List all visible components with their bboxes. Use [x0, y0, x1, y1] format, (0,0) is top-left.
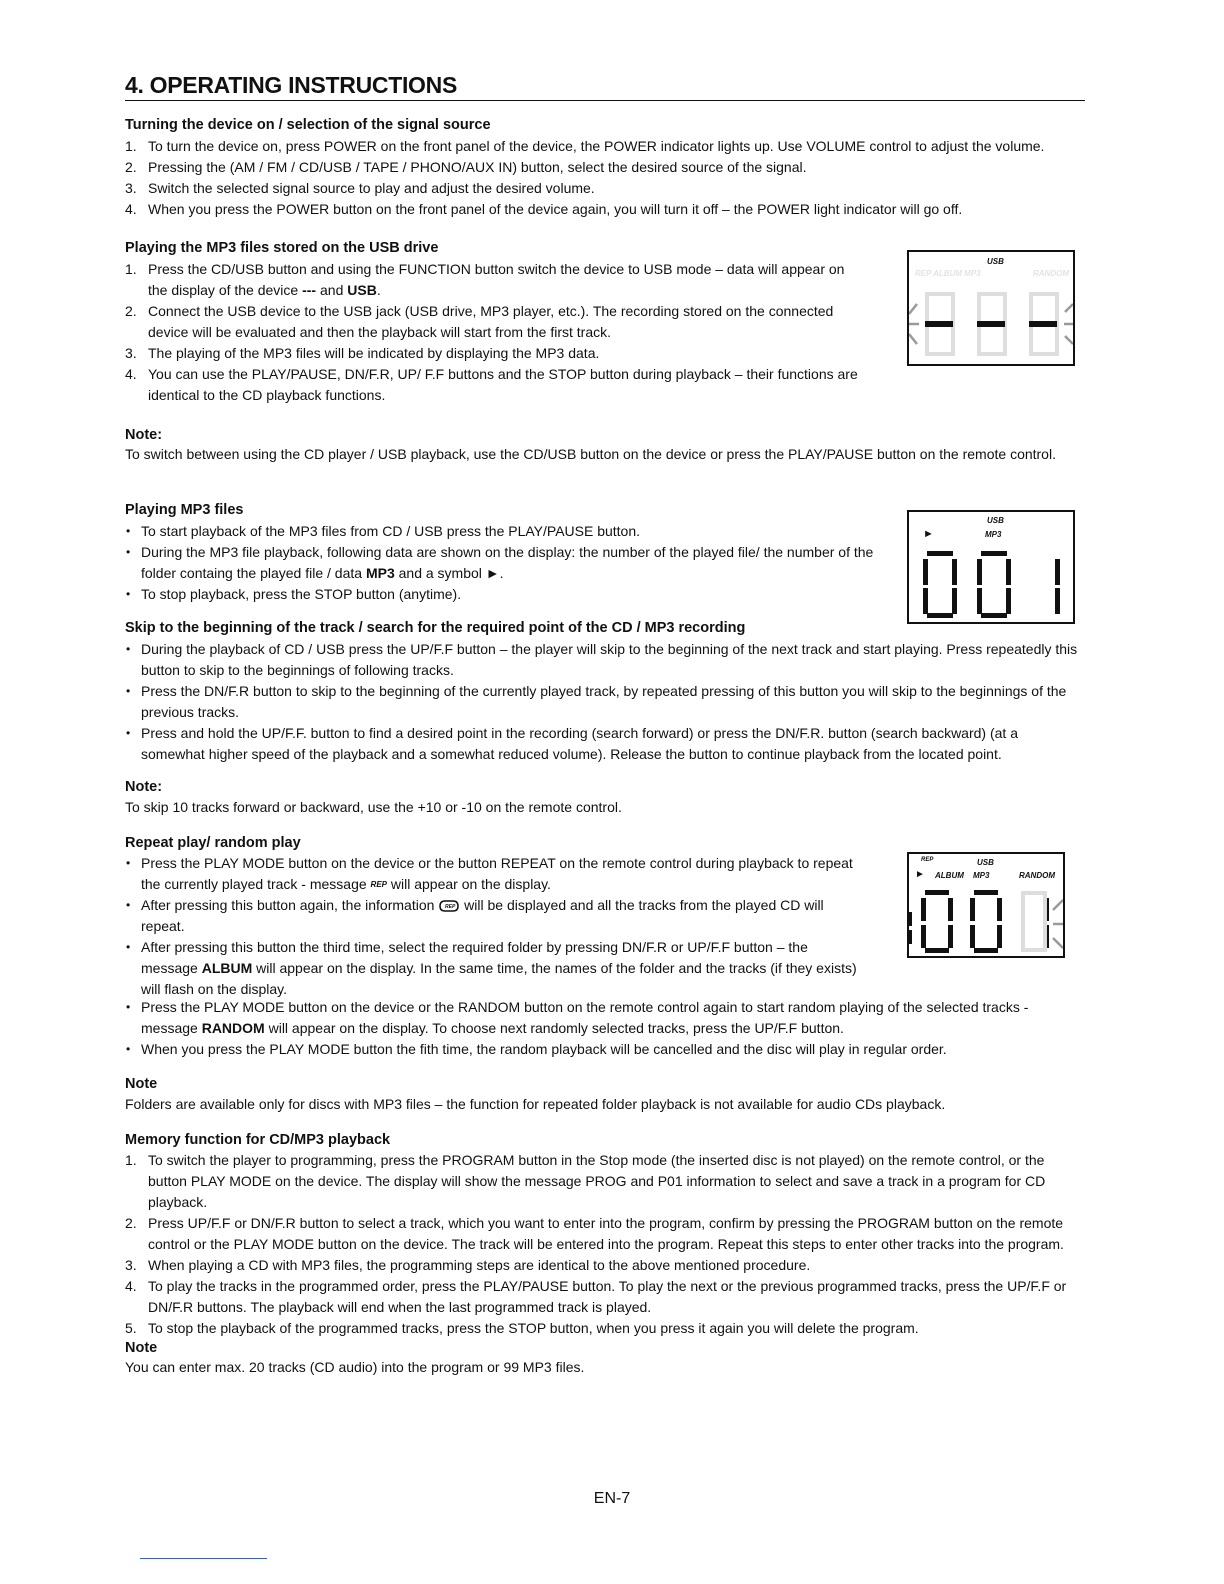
- lcd-digits: [909, 512, 1073, 622]
- lcd-usb-label: USB: [987, 516, 1004, 525]
- lcd-album-label: ALBUM: [935, 871, 964, 880]
- lcd-digits: [909, 854, 1063, 956]
- list-item: 1. To switch the player to programming, press the PROGRAM button in the Stop mode (the inserted disc is not played) on the remote control, or the button PLAY MODE on the device. The display will show the message PROG and P01 information to select and save a track in a program for CD playback.: [125, 1152, 1046, 1210]
- list-item: • After pressing this button again, the information REP will be displayed and all the tracks from the played CD will repeat.: [125, 895, 865, 937]
- list-item: 2. Connect the USB device to the USB jack (USB drive, MP3 player, etc.). The recording stored on the connected device will be evaluated and then the playback will start from the first track.: [125, 303, 834, 340]
- section-heading: Skip to the beginning of the track / search for the required point of the CD / MP3 recording: [125, 620, 746, 636]
- list-item: 3. The playing of the MP3 files will be indicated by displaying the MP3 data.: [125, 345, 600, 361]
- list-item: • After pressing this button the third time, select the required folder by pressing DN/F.R or UP/F.F button – the message ALBUM will appear on the display. In the same time, the names of the folder and the tracks (if they exists) will flash on the display.: [125, 937, 865, 1000]
- list-item: 2. Pressing the (AM / FM / CD/USB / TAPE / PHONO/AUX IN) button, select the desired source of the signal.: [125, 159, 807, 175]
- numbered-list: [125, 1150, 1080, 1339]
- lcd-mp3-label: MP3: [973, 871, 990, 880]
- bullet-list: [125, 639, 1085, 765]
- page-title: 4. OPERATING INSTRUCTIONS: [125, 70, 1085, 101]
- bullet-list: [125, 521, 885, 605]
- note-label: Note: [125, 1340, 158, 1356]
- list-item: • When you press the PLAY MODE button the fith time, the random playback will be cancelled and the disc will play in regular order.: [125, 1039, 1085, 1060]
- list-item: • To start playback of the MP3 files from CD / USB press the PLAY/PAUSE button.: [125, 521, 885, 542]
- lcd-rep-label: REP: [921, 857, 934, 863]
- lcd-usb-label: USB: [987, 257, 1004, 266]
- list-item: 3. When playing a CD with MP3 files, the programming steps are identical to the above mentioned procedure.: [125, 1257, 811, 1273]
- divider: [140, 1558, 267, 1559]
- bullet-list: [125, 997, 1085, 1060]
- list-item: 1. To turn the device on, press POWER on the front panel of the device, the POWER indicator lights up. Use VOLUME control to adjust the volume.: [125, 138, 1045, 154]
- page-number: EN-7: [593, 1490, 631, 1507]
- section-heading: Turning the device on / selection of the signal source: [125, 117, 491, 133]
- note-label: Note:: [125, 779, 163, 795]
- list-item: • Press the PLAY MODE button on the device or the button REPEAT on the remote control during playback to repeat the currently played track - message $^{REP}$ will appear on the display.: [125, 853, 865, 895]
- bullet-list: [125, 853, 865, 1000]
- section-heading: Memory function for CD/MP3 playback: [125, 1132, 391, 1148]
- list-item: 4. You can use the PLAY/PAUSE, DN/F.R, UP/ F.F buttons and the STOP button during playback – their functions are identical to the CD playback functions.: [125, 366, 858, 403]
- note-text: You can enter max. 20 tracks (CD audio) into the program or 99 MP3 files.: [125, 1359, 585, 1375]
- svg-text:REP: REP: [445, 904, 456, 911]
- note-label: Note:: [125, 427, 163, 443]
- numbered-list: [125, 259, 865, 406]
- lcd-faint-label: RANDOM: [1033, 269, 1069, 278]
- section-heading: Repeat play/ random play: [125, 835, 301, 851]
- numbered-list: [125, 136, 1065, 220]
- lcd-digits: [909, 252, 1073, 364]
- lcd-random-label: RANDOM: [1019, 871, 1055, 880]
- list-item: • Press the DN/F.R button to skip to the beginning of the currently played track, by repeated pressing of this button you will skip to the beginnings of the previous tracks.: [125, 681, 1085, 723]
- lcd-display-repeat: [907, 852, 1065, 958]
- note-text: Folders are available only for discs with MP3 files – the function for repeated folder playback is not available for audio CDs playback.: [125, 1096, 946, 1112]
- play-icon: ►: [923, 528, 934, 540]
- list-item: • To stop playback, press the STOP button (anytime).: [125, 584, 885, 605]
- section-heading: Playing the MP3 files stored on the USB drive: [125, 240, 439, 256]
- repeat-all-icon: [438, 900, 460, 912]
- section-heading: Playing MP3 files: [125, 502, 244, 518]
- list-item: 5. To stop the playback of the programmed tracks, press the STOP button, when you press it again you will delete the program.: [125, 1320, 919, 1336]
- lcd-usb-label: USB: [977, 858, 994, 867]
- play-icon: ►: [915, 869, 925, 880]
- rep-icon: REP: [370, 880, 387, 889]
- list-item: • Press and hold the UP/F.F. button to find a desired point in the recording (search forward) or press the DN/F.R. button (search backward) (at a somewhat higher speed of the playback and a somewhat reduced volume). Release the button to continue playback from the located point.: [125, 723, 1085, 765]
- list-item: 2. Press UP/F.F or DN/F.R button to select a track, which you want to enter into the program, confirm by pressing the PROGRAM button on the remote control or the PLAY MODE button on the device. The track will be entered into the program. Repeat this steps to enter other tracks into the program.: [125, 1215, 1064, 1252]
- list-item: 4. When you press the POWER button on the front panel of the device again, you will turn it off – the POWER light indicator will go off.: [125, 201, 963, 217]
- list-item: 1. Press the CD/USB button and using the FUNCTION button switch the device to USB mode – data will appear on the display of the device --- and USB.: [125, 261, 845, 298]
- list-item: • During the playback of CD / USB press the UP/F.F button – the player will skip to the beginning of the next track and start playing. Press repeatedly this button to skip to the beginnings of following tracks.: [125, 639, 1085, 681]
- list-item: • Press the PLAY MODE button on the device or the RANDOM button on the remote control again to start random playing of the selected tracks - message RANDOM will appear on the display. To choose next randomly selected tracks, press the UP/F.F button.: [125, 997, 1085, 1039]
- lcd-mp3-label: MP3: [985, 530, 1002, 539]
- list-item: 3. Switch the selected signal source to play and adjust the desired volume.: [125, 180, 595, 196]
- list-item: 4. To play the tracks in the programmed order, press the PLAY/PAUSE button. To play the next or the previous programmed tracks, press the UP/F.F or DN/F.R buttons. The playback will end when the last programmed track is played.: [125, 1278, 1067, 1315]
- note-label: Note: [125, 1076, 158, 1092]
- lcd-display-mp3: [907, 510, 1075, 624]
- lcd-faint-label: REP ALBUM MP3: [915, 269, 981, 278]
- lcd-display-usb: [907, 250, 1075, 366]
- note-text: To skip 10 tracks forward or backward, use the +10 or -10 on the remote control.: [125, 799, 622, 815]
- list-item: • During the MP3 file playback, following data are shown on the display: the number of the played file/ the number of the folder containg the played file / data MP3 and a symbol ►.: [125, 542, 885, 584]
- note-text: To switch between using the CD player / USB playback, use the CD/USB button on the device or press the PLAY/PAUSE button on the remote control.: [125, 446, 1056, 462]
